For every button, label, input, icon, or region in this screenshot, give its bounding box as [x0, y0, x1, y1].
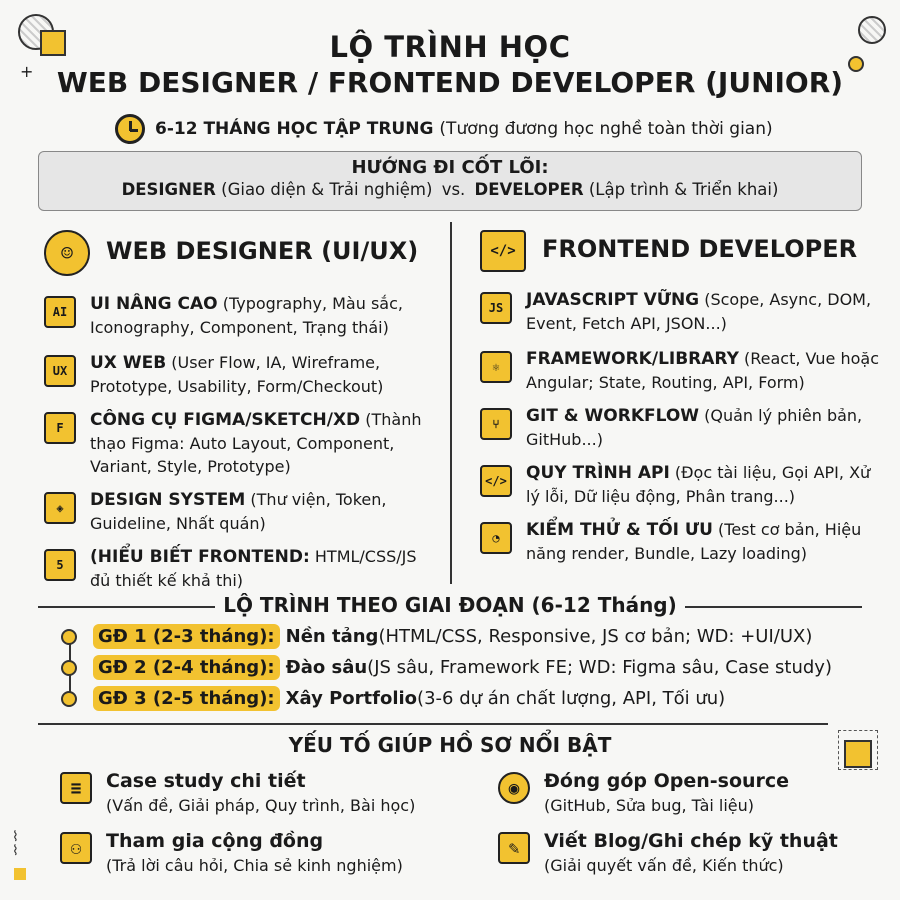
feature-detail: (Đọc tài liệu, Gọi API, Xử lý lỗi, Dữ liệu động, Phân trang...)	[526, 463, 871, 506]
github-icon: ◉	[498, 772, 530, 804]
core-heading: HƯỚNG ĐI CỐT LÕI:	[351, 157, 549, 178]
feature-bold: CÔNG CỤ FIGMA/SKETCH/XD	[90, 410, 361, 430]
feature-text	[90, 351, 440, 398]
boost-text	[544, 828, 838, 878]
stage-row	[61, 655, 861, 680]
boost-desc: (Giải quyết vấn đề, Kiến thức)	[544, 856, 784, 875]
decor-small-yellow-square	[14, 868, 26, 880]
feature-item	[44, 292, 440, 339]
feature-text	[526, 404, 880, 451]
figma-icon: F	[44, 412, 76, 444]
core-vs: vs.	[441, 180, 466, 199]
code-window-icon: </>	[480, 230, 526, 272]
feature-item	[480, 288, 880, 335]
timeline-dot	[61, 629, 77, 645]
core-designer: DESIGNER	[121, 180, 216, 199]
developer-column	[480, 226, 880, 565]
boost-item	[498, 768, 860, 818]
speedometer-icon: ◔	[480, 522, 512, 554]
boost-title: YẾU TỐ GIÚP HỒ SƠ NỔI BẬT	[281, 733, 620, 757]
feature-text	[90, 545, 440, 592]
timeline-dot	[61, 691, 77, 707]
designer-header	[44, 226, 440, 276]
javascript-icon: JS	[480, 292, 512, 324]
core-direction-box	[38, 151, 862, 211]
stage-row	[61, 686, 861, 711]
developer-title: FRONTEND DEVELOPER	[542, 235, 858, 263]
feature-text	[90, 292, 440, 339]
stage-bold: Xây Portfolio	[285, 688, 418, 709]
api-code-icon: </>	[480, 465, 512, 497]
feature-bold: DESIGN SYSTEM	[90, 490, 246, 510]
feature-detail: (Thư viện, Token, Guideline, Nhất quán)	[90, 490, 387, 533]
stage-tag: GĐ 3 (2-5 tháng):	[93, 686, 280, 711]
stage-row	[61, 624, 861, 649]
feature-bold: QUY TRÌNH API	[526, 463, 670, 483]
feature-bold: KIỂM THỬ & TỐI ƯU	[526, 520, 713, 540]
timeline-dot	[61, 660, 77, 676]
feature-detail: (React, Vue hoặc Angular; State, Routing, API, Form)	[526, 349, 879, 392]
feature-item	[44, 408, 440, 478]
community-icon: ⚇	[60, 832, 92, 864]
notebook-pen-icon: ✎	[498, 832, 530, 864]
boost-desc: (Trả lời câu hỏi, Chia sẻ kinh nghiệm)	[106, 856, 403, 875]
duration-note: (Tương đương học nghề toàn thời gian)	[439, 119, 773, 139]
feature-text	[526, 518, 880, 565]
design-system-icon: ◈	[44, 492, 76, 524]
feature-detail: (User Flow, IA, Wireframe, Prototype, Usability, Form/Checkout)	[90, 353, 384, 396]
feature-detail: (Quản lý phiên bản, GitHub...)	[526, 406, 863, 449]
decor-plus: +	[20, 62, 34, 81]
feature-text	[90, 488, 440, 535]
stage-tag: GĐ 1 (2-3 tháng):	[93, 624, 280, 649]
column-divider	[450, 222, 452, 584]
stage-detail: (HTML/CSS, Responsive, JS cơ bản; WD: +UI/UX)	[378, 626, 813, 647]
stages-title: LỘ TRÌNH THEO GIAI ĐOẠN (6-12 Tháng)	[215, 593, 685, 617]
designer-person-icon: ☺	[44, 230, 90, 276]
feature-detail: (Typography, Màu sắc, Iconography, Component, Trạng thái)	[90, 294, 403, 337]
core-designer-note: (Giao diện & Trải nghiệm)	[221, 180, 433, 199]
stage-tag: GĐ 2 (2-4 tháng):	[93, 655, 280, 680]
boost-title: Case study chi tiết	[106, 770, 306, 792]
decor-zigzag: ⌇ ⌇	[12, 829, 19, 859]
feature-item	[480, 404, 880, 451]
boost-item	[498, 828, 860, 878]
boost-text	[106, 768, 415, 818]
boost-title-wrap	[0, 733, 900, 757]
boost-text	[106, 828, 403, 878]
feature-bold: (HIỂU BIẾT FRONTEND:	[90, 547, 310, 567]
boost-desc: (Vấn đề, Giải pháp, Quy trình, Bài học)	[106, 796, 416, 815]
stage-bold: Đào sâu	[285, 657, 368, 678]
feature-text	[90, 408, 440, 478]
stages-list	[61, 624, 861, 717]
duration-bold: 6-12 THÁNG HỌC TẬP TRUNG	[155, 119, 434, 139]
designer-column	[44, 226, 440, 592]
boost-text	[544, 768, 789, 818]
boost-desc: (GitHub, Sửa bug, Tài liệu)	[544, 796, 755, 815]
boost-item	[60, 828, 498, 878]
feature-item	[480, 461, 880, 508]
developer-header	[480, 226, 880, 272]
feature-bold: FRAMEWORK/LIBRARY	[526, 349, 739, 369]
feature-bold: JAVASCRIPT VỮNG	[526, 290, 700, 310]
feature-item	[44, 488, 440, 535]
feature-item	[480, 347, 880, 394]
feature-item	[44, 351, 440, 398]
document-icon: ≡	[60, 772, 92, 804]
core-developer: DEVELOPER	[474, 180, 584, 199]
feature-text	[526, 288, 880, 335]
ux-sitemap-icon: UX	[44, 355, 76, 387]
feature-item	[44, 545, 440, 592]
page-title-line1: LỘ TRÌNH HỌC	[329, 30, 571, 64]
designer-title: WEB DESIGNER (UI/UX)	[106, 237, 419, 265]
boost-rule	[38, 723, 828, 725]
stage-bold: Nền tảng	[285, 626, 379, 647]
core-line	[39, 180, 861, 199]
feature-bold: UX WEB	[90, 353, 167, 373]
page-title-line2: WEB DESIGNER / FRONTEND DEVELOPER (JUNIOR)	[56, 66, 844, 99]
feature-text	[526, 347, 880, 394]
boost-item	[60, 768, 498, 818]
feature-detail: (Scope, Async, DOM, Event, Fetch API, JSON...)	[526, 290, 872, 333]
feature-detail: (Thành thạo Figma: Auto Layout, Component, Variant, Style, Prototype)	[90, 410, 422, 476]
feature-bold: GIT & WORKFLOW	[526, 406, 700, 426]
feature-detail: (Test cơ bản, Hiệu năng render, Bundle, Lazy loading)	[526, 520, 862, 563]
boost-title: Viết Blog/Ghi chép kỹ thuật	[544, 830, 838, 852]
stage-detail: (JS sâu, Framework FE; WD: Figma sâu, Case study)	[367, 657, 832, 678]
boost-list	[60, 768, 860, 878]
feature-item	[480, 518, 880, 565]
stages-title-wrap	[0, 593, 900, 617]
stage-detail: (3-6 dự án chất lượng, API, Tối ưu)	[417, 688, 726, 709]
duration-row	[115, 114, 773, 144]
git-icon: ⑂	[480, 408, 512, 440]
html5-icon: 5	[44, 549, 76, 581]
core-developer-note: (Lập trình & Triển khai)	[588, 180, 779, 199]
react-atom-icon: ⚛	[480, 351, 512, 383]
boost-title: Đóng góp Open-source	[544, 770, 790, 792]
feature-bold: UI NÂNG CAO	[90, 294, 218, 314]
ai-icon: AI	[44, 296, 76, 328]
feature-detail: HTML/CSS/JS đủ thiết kế khả thi)	[90, 547, 417, 590]
boost-title: Tham gia cộng đồng	[106, 830, 324, 852]
feature-text	[526, 461, 880, 508]
clock-icon	[115, 114, 145, 144]
